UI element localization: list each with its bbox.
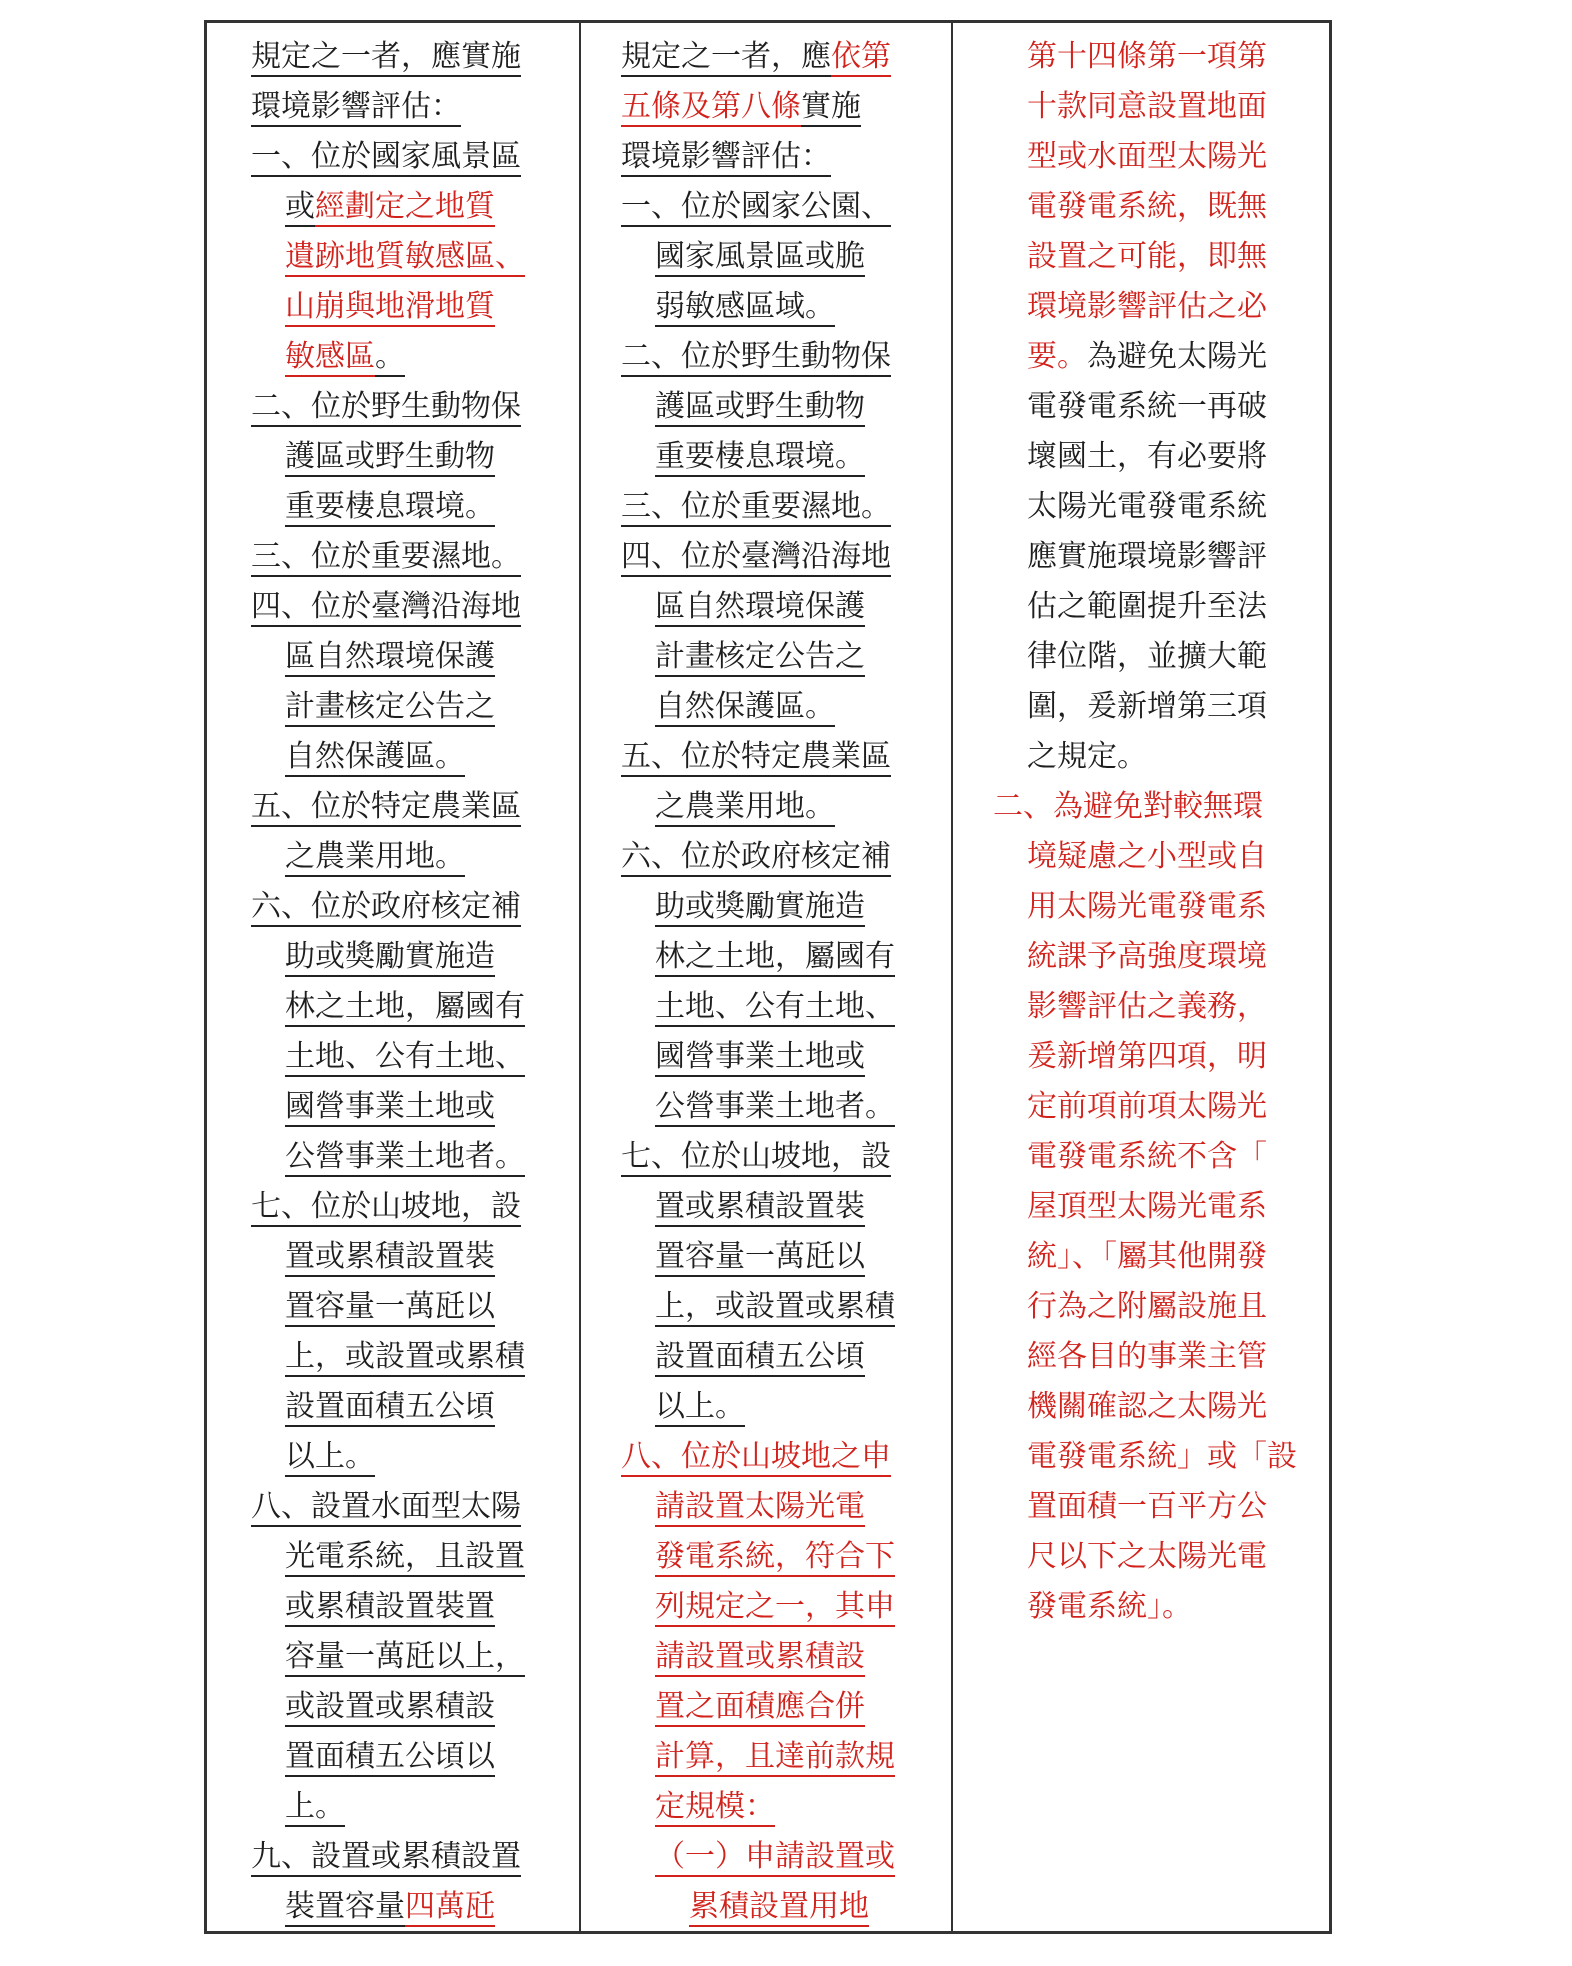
middle-text-line [621,237,865,277]
explanation-text: 境疑慮之小型或自 [1027,839,1267,874]
amended-text: 列規定之一，其申 [655,1589,895,1627]
amended-text: 八、位於山坡地之申 [621,1439,891,1477]
line-text: 二、位於野生動物保 [251,389,521,427]
middle-text-line [621,1337,865,1377]
line-text: 七、位於山坡地，設 [251,1189,521,1227]
explanation-text: 尺以下之太陽光電 [1027,1539,1267,1574]
right-text-line [993,1537,1267,1577]
right-text-line [993,737,1147,777]
line-text: 計畫核定公告之 [285,689,495,727]
right-text-line [993,1487,1267,1527]
explanation-text: 型或水面型太陽光 [1027,139,1267,174]
left-text-line [251,1737,495,1777]
left-text-line [251,1537,525,1577]
explanation-text: 電發電系統不含「 [1027,1139,1267,1174]
middle-text-line [621,87,861,127]
line-text: 四、位於臺灣沿海地 [251,589,521,627]
left-text-line [251,1687,495,1727]
left-text-line [251,237,525,277]
amended-text: 四萬瓩 [405,1889,495,1927]
amended-text: 累積設置用地 [689,1889,869,1927]
amended-text: 發電系統，符合下 [655,1539,895,1577]
right-text-line [993,587,1267,627]
amended-text: 經劃定之地質 [315,189,495,227]
line-text: 五、位於特定農業區 [621,739,891,777]
line-text: 環境影響評估： [251,89,461,127]
explanation-text: 設置之可能，即無 [1027,239,1267,274]
explanation-text: 經各目的事業主管 [1027,1339,1267,1374]
line-text: 林之土地，屬國有 [655,939,895,977]
left-text-line [251,987,525,1027]
explanation-text: 行為之附屬設施且 [1027,1289,1267,1324]
left-text-line [251,1287,495,1327]
line-text: 容量一萬瓩以上， [285,1639,525,1677]
right-text-line [993,937,1267,977]
explanation-text: 統」、「屬其他開發 [1027,1239,1267,1274]
line-text: 或累積設置裝置 [285,1589,495,1627]
left-text-line [251,1437,375,1477]
left-text-line [251,937,495,977]
line-text: 六、位於政府核定補 [251,889,521,927]
left-text-line [251,687,495,727]
line-text: 二、位於野生動物保 [621,339,891,377]
line-text: 上，或設置或累積 [655,1289,895,1327]
amended-text: 定規模： [655,1789,775,1827]
line-text: 八、設置水面型太陽 [251,1489,521,1527]
middle-text-line [621,287,835,327]
line-text: 以上。 [655,1389,745,1427]
right-text-line [993,437,1267,477]
left-text-line [251,287,495,327]
comparison-table [204,20,1332,1934]
middle-text-line [621,1637,865,1677]
right-text-line [993,987,1267,1027]
explanation-text: 估之範圍提升至法 [1027,589,1267,624]
left-text-line [251,387,521,427]
middle-text-line [621,1087,895,1127]
line-text: 護區或野生動物 [655,389,865,427]
left-text-line [251,1787,345,1827]
middle-text-line [621,437,865,477]
right-text-line [993,637,1267,677]
right-text-line [993,1337,1267,1377]
line-text: 環境影響評估： [621,139,831,177]
amended-text: 遺跡地質敏感區、 [285,239,525,277]
explanation-text: 影響評估之義務， [1027,989,1267,1024]
line-text: 七、位於山坡地，設 [621,1139,891,1177]
left-text-line [251,1237,495,1277]
middle-text-line [621,387,865,427]
middle-text-line [621,1787,775,1827]
amended-text: 依第 [831,39,891,77]
explanation-text: 第十四條第一項第 [1027,39,1267,74]
explanation-text: 屋頂型太陽光電系 [1027,1189,1267,1224]
line-text: 自然保護區。 [655,689,835,727]
amended-text: 計算，且達前款規 [655,1739,895,1777]
line-text: 之農業用地。 [285,839,465,877]
left-text-line [251,1487,521,1527]
middle-text-line [621,1137,891,1177]
explanation-text: 壞國土，有必要將 [1027,439,1267,474]
explanation-text: 置面積一百平方公 [1027,1489,1267,1524]
column-divider-2 [951,23,953,1931]
line-text: 公營事業土地者。 [655,1089,895,1127]
left-text-line [251,437,495,477]
middle-text-line [621,987,895,1027]
right-text-line [993,1387,1267,1427]
line-text: 置容量一萬瓩以 [285,1289,495,1327]
left-text-line [251,137,521,177]
amended-text: 請設置太陽光電 [655,1489,865,1527]
line-text: 規定之一者，應實施 [251,39,521,77]
line-text: 三、位於重要濕地。 [251,539,521,577]
middle-text-line [621,1037,865,1077]
line-text: 助或獎勵實施造 [285,939,495,977]
line-text: 重要棲息環境。 [285,489,495,527]
middle-text-line [621,1737,895,1777]
right-text-line [993,1187,1267,1227]
right-text-line [993,1587,1192,1627]
right-text-line [993,537,1267,577]
right-text-line [993,187,1267,227]
left-text-line [251,537,521,577]
middle-text-line [621,1437,891,1477]
right-text-line [993,1287,1267,1327]
line-text: 九、設置或累積設置 [251,1839,521,1877]
left-text-line [251,837,465,877]
line-text: 上，或設置或累積 [285,1339,525,1377]
left-text-line [251,887,521,927]
explanation-text: 之規定。 [1027,739,1147,774]
left-text-line [251,1037,525,1077]
line-text: 自然保護區。 [285,739,465,777]
line-text: 裝置容量 [285,1889,405,1927]
right-text-line [993,337,1267,377]
line-text: 或 [285,189,315,227]
explanation-text: 律位階，並擴大範 [1027,639,1267,674]
line-text: 五、位於特定農業區 [251,789,521,827]
line-text: 之農業用地。 [655,789,835,827]
explanation-text: 發電系統」。 [1027,1589,1192,1624]
line-text: 設置面積五公頃 [655,1339,865,1377]
left-text-line [251,1587,495,1627]
line-text: 置或累積設置裝 [285,1239,495,1277]
line-text: 國營事業土地或 [285,1089,495,1127]
explanation-text: 圍，爰新增第三項 [1027,689,1267,724]
amended-text: 五條及第八條 [621,89,801,127]
middle-text-line [621,1837,895,1877]
middle-text-line [621,587,865,627]
line-text: 置面積五公頃以 [285,1739,495,1777]
line-text: 區自然環境保護 [285,639,495,677]
right-text-line [993,887,1267,927]
middle-text-line [621,337,891,377]
middle-text-line [621,837,891,877]
amended-text: 敏感區 [285,339,375,377]
explanation-text: 定前項前項太陽光 [1027,1089,1267,1124]
explanation-text: 統課予高強度環境 [1027,939,1267,974]
line-text: 一、位於國家公園、 [621,189,891,227]
right-text-line [993,687,1267,727]
line-text: 土地、公有土地、 [655,989,895,1027]
line-text: 設置面積五公頃 [285,1389,495,1427]
explanation-text: 要。 [1027,339,1087,374]
explanation-text: 二、為避免對較無環 [993,789,1263,824]
right-text-line [993,1087,1267,1127]
left-text-line [251,337,405,377]
amended-text: （一）申請設置或 [655,1839,895,1877]
explanation-text: 電發電系統」或「設 [1027,1439,1297,1474]
left-text-line [251,1837,521,1877]
middle-text-line [621,937,895,977]
line-text: 實施 [801,89,861,127]
left-text-line [251,737,465,777]
line-text: 國家風景區或脆 [655,239,865,277]
explanation-text: 爰新增第四項，明 [1027,1039,1267,1074]
line-text: 一、位於國家風景區 [251,139,521,177]
line-text: 護區或野生動物 [285,439,495,477]
middle-text-line [621,1287,895,1327]
explanation-text: 環境影響評估之必 [1027,289,1267,324]
line-text: 規定之一者，應 [621,39,831,77]
left-text-line [251,1187,521,1227]
column-divider-1 [579,23,581,1931]
line-text: 以上。 [285,1439,375,1477]
right-text-line [993,1437,1297,1477]
explanation-text: 用太陽光電發電系 [1027,889,1267,924]
left-text-line [251,87,461,127]
right-text-line [993,387,1267,427]
explanation-text: 應實施環境影響評 [1027,539,1267,574]
line-text: 置或累積設置裝 [655,1189,865,1227]
middle-text-line [621,37,891,77]
left-text-line [251,1137,525,1177]
right-text-line [993,137,1267,177]
line-text: 區自然環境保護 [655,589,865,627]
middle-text-line [621,187,891,227]
middle-text-line [621,737,891,777]
line-text: 土地、公有土地、 [285,1039,525,1077]
line-text: 弱敏感區域。 [655,289,835,327]
middle-text-line [621,1387,745,1427]
middle-text-line [621,687,835,727]
right-text-line [993,1137,1267,1177]
middle-text-line [621,1487,865,1527]
line-text: 計畫核定公告之 [655,639,865,677]
right-text-line [993,787,1263,827]
left-text-line [251,1637,525,1677]
left-text-line [251,187,495,227]
middle-text-line [621,887,865,927]
left-text-line [251,487,495,527]
amended-text: 置之面積應合併 [655,1689,865,1727]
explanation-text: 電發電系統，既無 [1027,189,1267,224]
left-text-line [251,1087,495,1127]
line-text: 三、位於重要濕地。 [621,489,891,527]
right-text-line [993,287,1267,327]
right-text-line [993,87,1267,127]
left-text-line [251,1387,495,1427]
right-text-line [993,1037,1267,1077]
middle-text-line [621,637,865,677]
right-text-line [993,237,1267,277]
right-text-line [993,37,1267,77]
left-text-line [251,1887,495,1927]
line-text: 助或獎勵實施造 [655,889,865,927]
explanation-text: 機關確認之太陽光 [1027,1389,1267,1424]
middle-text-line [621,787,835,827]
middle-text-line [621,1237,865,1277]
line-text: 六、位於政府核定補 [621,839,891,877]
explanation-text: 電發電系統一再破 [1027,389,1267,424]
line-text: 上。 [285,1789,345,1827]
middle-text-line [621,1537,895,1577]
middle-text-line [621,137,831,177]
middle-text-line [621,1187,865,1227]
right-text-line [993,837,1267,877]
middle-text-line [621,1687,865,1727]
middle-text-line [621,1587,895,1627]
left-text-line [251,587,521,627]
explanation-text: 十款同意設置地面 [1027,89,1267,124]
middle-text-line [621,537,891,577]
line-text: 重要棲息環境。 [655,439,865,477]
left-text-line [251,1337,525,1377]
line-text: 。 [375,339,405,377]
right-text-line [993,1237,1267,1277]
line-text: 置容量一萬瓩以 [655,1239,865,1277]
right-text-line [993,487,1267,527]
line-text: 或設置或累積設 [285,1689,495,1727]
line-text: 國營事業土地或 [655,1039,865,1077]
amended-text: 山崩與地滑地質 [285,289,495,327]
left-text-line [251,37,521,77]
left-text-line [251,787,521,827]
line-text: 光電系統，且設置 [285,1539,525,1577]
line-text: 林之土地，屬國有 [285,989,525,1027]
line-text: 公營事業土地者。 [285,1139,525,1177]
explanation-text: 太陽光電發電系統 [1027,489,1267,524]
middle-text-line [621,487,891,527]
explanation-text: 為避免太陽光 [1087,339,1267,374]
amended-text: 請設置或累積設 [655,1639,865,1677]
line-text: 四、位於臺灣沿海地 [621,539,891,577]
left-text-line [251,637,495,677]
middle-text-line [621,1887,869,1927]
